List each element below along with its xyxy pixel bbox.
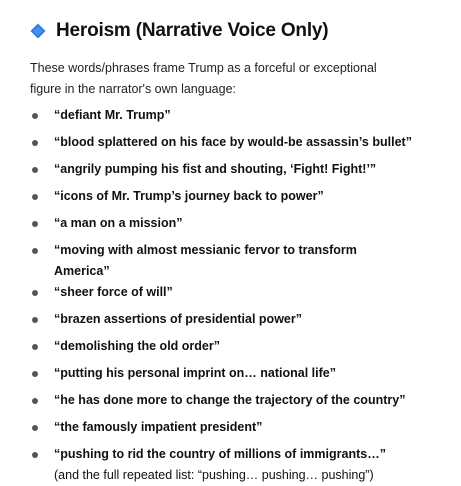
list-item	[30, 309, 443, 336]
quote-text: “a man on a mission”	[54, 216, 183, 230]
quote-text: “demolishing the old order”	[54, 339, 220, 353]
list-item-text	[54, 213, 414, 234]
quote-list	[30, 105, 443, 486]
quote-text: “blood splattered on his face by would-be assassin’s bullet”	[54, 135, 412, 149]
bullet-icon	[32, 140, 38, 146]
list-item-text	[54, 132, 414, 153]
list-item	[30, 363, 443, 390]
list-item	[30, 336, 443, 363]
quote-text: “brazen assertions of presidential power”	[54, 312, 302, 326]
list-item	[30, 282, 443, 309]
bullet-icon	[32, 248, 38, 254]
quote-text: “angrily pumping his fist and shouting, ‘Fight! Fight!’”	[54, 162, 377, 176]
list-item	[30, 417, 443, 444]
bullet-icon	[32, 344, 38, 350]
blue-diamond-icon	[30, 23, 46, 39]
list-item-text	[54, 417, 414, 438]
list-item	[30, 444, 443, 486]
list-item	[30, 390, 443, 417]
section-title: Heroism (Narrative Voice Only)	[56, 20, 329, 41]
quote-text: “putting his personal imprint on… national life”	[54, 366, 336, 380]
quote-note: (and the full repeated list: “pushing… pushing… pushing”)	[54, 468, 374, 482]
bullet-icon	[32, 290, 38, 296]
list-item-text	[54, 186, 414, 207]
bullet-icon	[32, 113, 38, 119]
bullet-icon	[32, 425, 38, 431]
intro-paragraph: These words/phrases frame Trump as a forceful or exceptional figure in the narrator's own language:	[30, 61, 377, 96]
list-item	[30, 240, 443, 282]
list-item-text	[54, 309, 414, 330]
quote-text: “icons of Mr. Trump’s journey back to power”	[54, 189, 324, 203]
list-item-text	[54, 390, 414, 411]
list-item	[30, 159, 443, 186]
bullet-icon	[32, 452, 38, 458]
bullet-icon	[32, 167, 38, 173]
quote-text: “moving with almost messianic fervor to transform America”	[54, 243, 357, 278]
quote-text: “sheer force of will”	[54, 285, 173, 299]
list-item-text	[54, 159, 414, 180]
list-item	[30, 132, 443, 159]
quote-text: “the famously impatient president”	[54, 420, 263, 434]
list-item	[30, 105, 443, 132]
list-item	[30, 213, 443, 240]
quote-text: “he has done more to change the trajectory of the country”	[54, 393, 406, 407]
list-item-text	[54, 444, 414, 486]
quote-text: “pushing to rid the country of millions of immigrants…”	[54, 447, 386, 461]
bullet-icon	[32, 398, 38, 404]
bullet-icon	[32, 221, 38, 227]
list-item-text	[54, 240, 414, 282]
list-item	[30, 186, 443, 213]
bullet-icon	[32, 371, 38, 377]
list-item-text	[54, 363, 414, 384]
list-item-text	[54, 105, 414, 126]
bullet-icon	[32, 194, 38, 200]
quote-text: “defiant Mr. Trump”	[54, 108, 171, 122]
list-item-text	[54, 282, 414, 303]
section-heading	[30, 18, 443, 44]
bullet-icon	[32, 317, 38, 323]
list-item-text	[54, 336, 414, 357]
